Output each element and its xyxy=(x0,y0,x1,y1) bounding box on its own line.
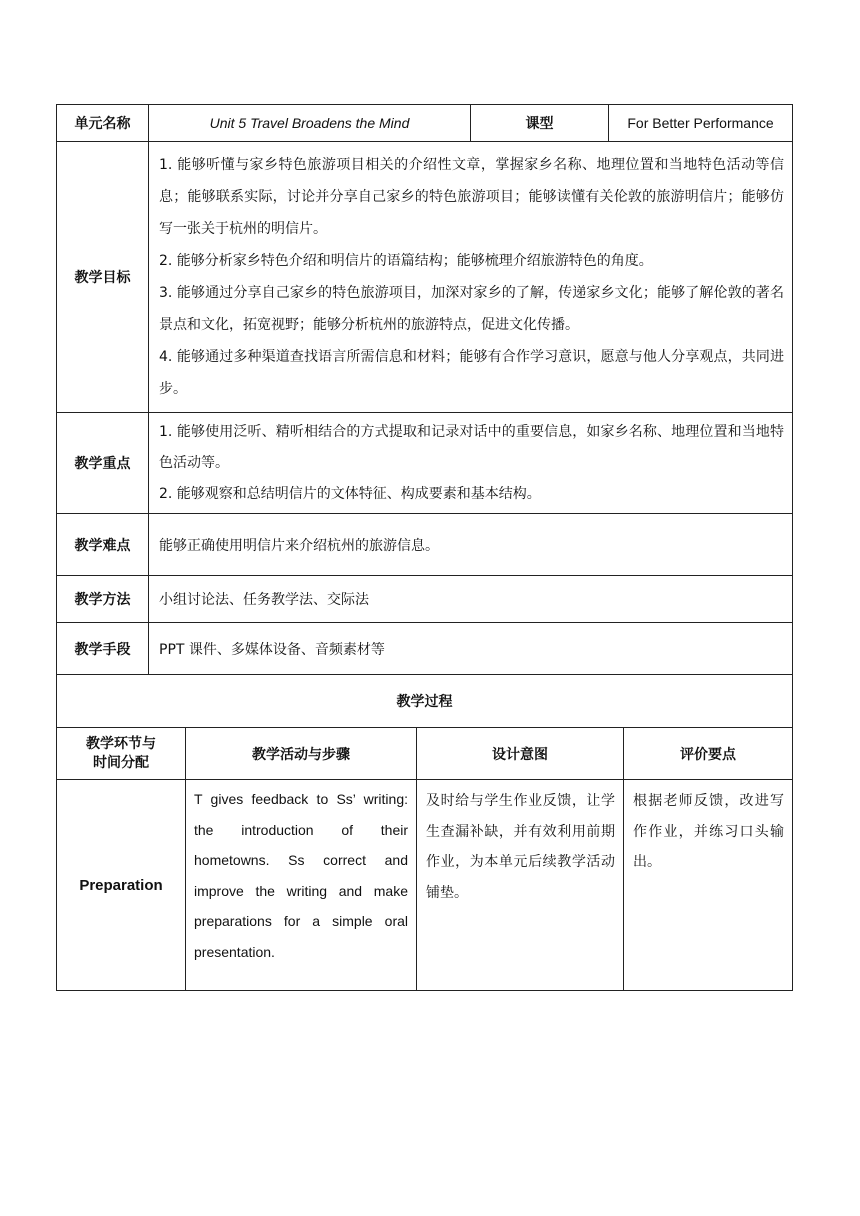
stage-cell: Preparation xyxy=(57,780,186,991)
process-title: 教学过程 xyxy=(57,675,793,728)
key-points-row xyxy=(57,413,793,514)
means-row xyxy=(57,623,793,675)
unit-label: 单元名称 xyxy=(57,105,149,142)
objectives-content xyxy=(149,142,793,413)
key-point-item: 1. 能够使用泛听、精听相结合的方式提取和记录对话中的重要信息，如家乡名称、地理位置和当地特色活动等。 xyxy=(159,423,784,471)
key-points-content xyxy=(149,413,793,514)
key-point-item: 2. 能够观察和总结明信片的文体特征、构成要素和基本结构。 xyxy=(159,485,541,502)
intent-cell: 及时给与学生作业反馈，让学生查漏补缺，并有效利用前期作业，为本单元后续教学活动铺垫。 xyxy=(417,780,624,991)
objectives-row xyxy=(57,142,793,413)
unit-value: Unit 5 Travel Broadens the Mind xyxy=(149,105,471,142)
objective-item: 2. 能够分析家乡特色介绍和明信片的语篇结构；能够梳理介绍旅游特色的角度。 xyxy=(159,253,653,269)
means-label: 教学手段 xyxy=(57,623,149,675)
methods-row xyxy=(57,576,793,623)
difficulty-value: 能够正确使用明信片来介绍杭州的旅游信息。 xyxy=(149,514,793,576)
methods-value: 小组讨论法、任务教学法、交际法 xyxy=(149,576,793,623)
process-header-row xyxy=(57,728,793,780)
means-value: PPT 课件、多媒体设备、音频素材等 xyxy=(149,623,793,675)
column-activity-header: 教学活动与步骤 xyxy=(186,728,417,780)
lesson-info-table xyxy=(56,104,793,675)
objective-item: 4. 能够通过多种渠道查找语言所需信息和材料；能够有合作学习意识，愿意与他人分享观点，共同进步。 xyxy=(159,349,784,397)
header-row xyxy=(57,105,793,142)
difficulty-label: 教学难点 xyxy=(57,514,149,576)
column-evaluation-header: 评价要点 xyxy=(624,728,793,780)
difficulty-row xyxy=(57,514,793,576)
key-points-label: 教学重点 xyxy=(57,413,149,514)
process-table xyxy=(56,674,793,991)
objective-item: 1. 能够听懂与家乡特色旅游项目相关的介绍性文章，掌握家乡名称、地理位置和当地特色活动等信息；能够联系实际，讨论并分享自己家乡的特色旅游项目；能够读懂有关伦敦的旅游明信片；能够仿写一张关于杭州的明信片。 xyxy=(159,157,784,237)
activity-cell: T gives feedback to Ss’ writing: the introduction of their hometowns. Ss correct and improve the writing and make preparations for a simple oral presentation. xyxy=(186,780,417,991)
process-row xyxy=(57,780,793,991)
evaluation-cell: 根据老师反馈，改进写作作业，并练习口头输出。 xyxy=(624,780,793,991)
column-intent-header: 设计意图 xyxy=(417,728,624,780)
column-stage-header: 教学环节与 时间分配 xyxy=(57,728,186,780)
objectives-label: 教学目标 xyxy=(57,142,149,413)
type-label: 课型 xyxy=(471,105,609,142)
process-title-row xyxy=(57,675,793,728)
objective-item: 3. 能够通过分享自己家乡的特色旅游项目，加深对家乡的了解，传递家乡文化；能够了解伦敦的著名景点和文化，拓宽视野；能够分析杭州的旅游特点，促进文化传播。 xyxy=(159,285,784,333)
methods-label: 教学方法 xyxy=(57,576,149,623)
type-value: For Better Performance xyxy=(609,105,793,142)
